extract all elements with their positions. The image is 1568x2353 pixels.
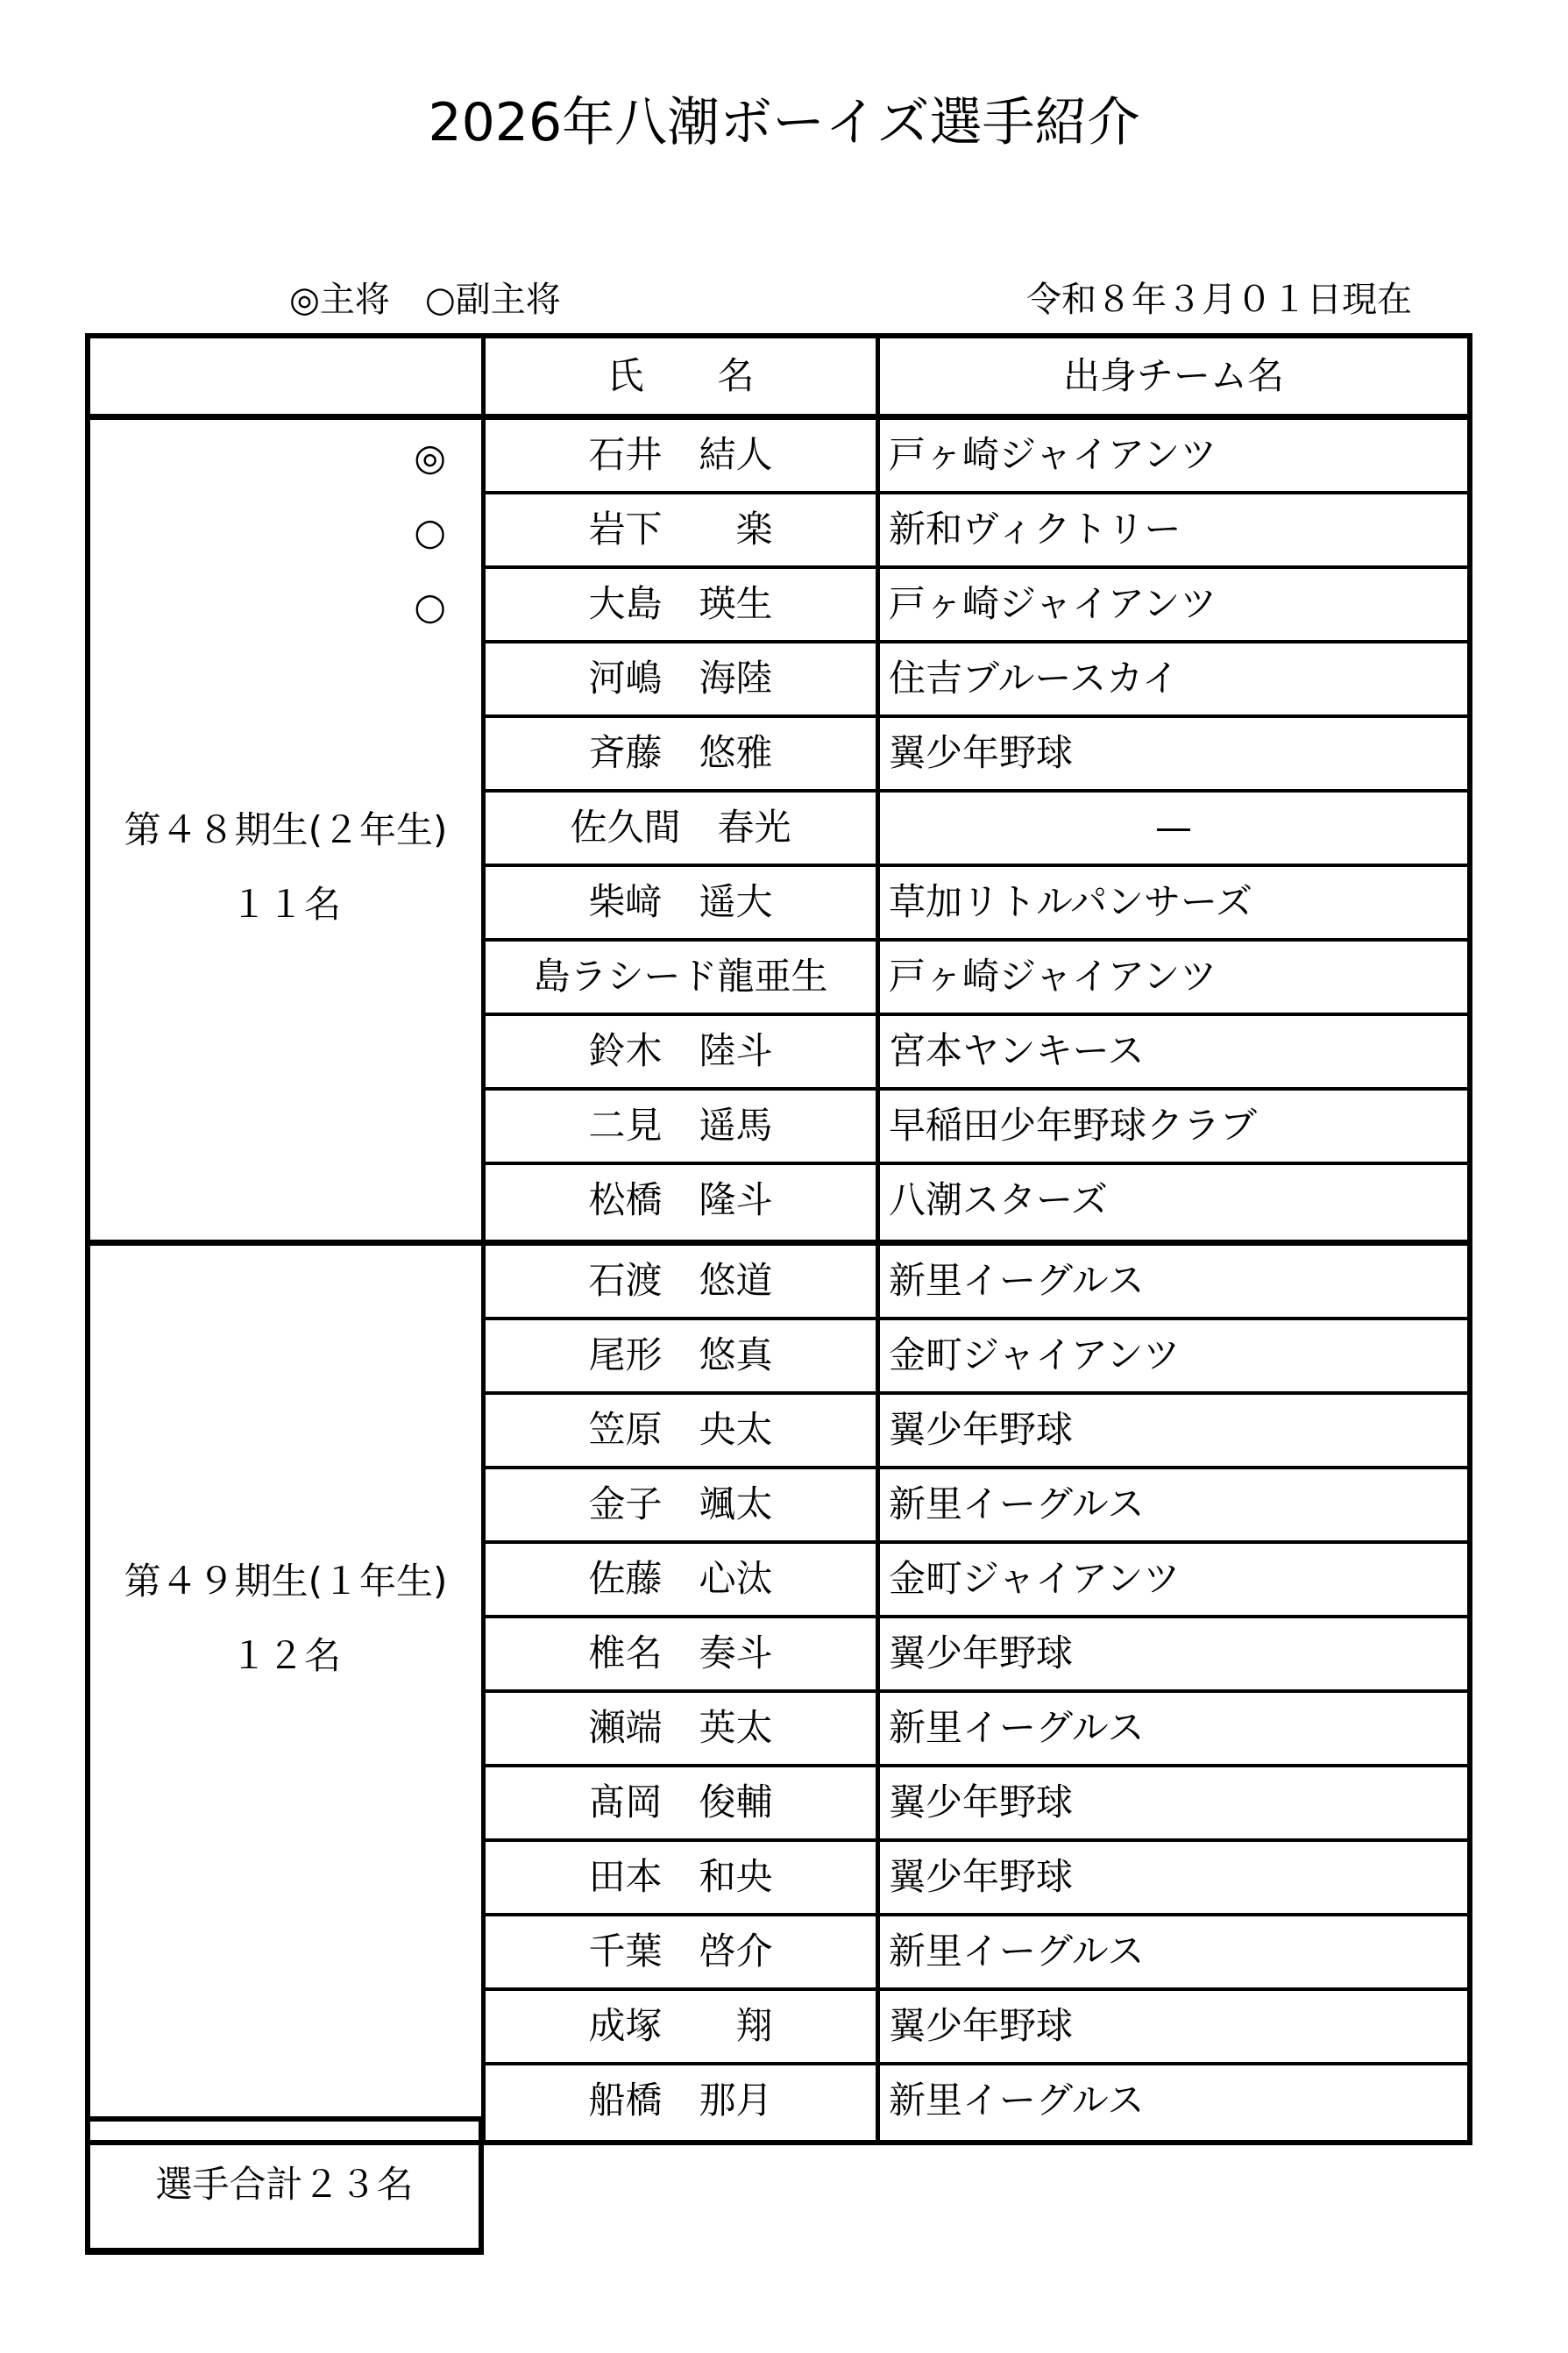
total-players: 選手合計２３名 [85,2116,484,2255]
cohort-count: １２名 [230,1634,341,1677]
player-name: 佐久間 春光 [486,793,880,864]
player-name: 斉藤 悠雅 [486,718,880,789]
table-row [486,1246,1467,1320]
table-row [486,643,1467,718]
player-team: — [1155,806,1192,849]
player-team: 新里イーグルス [889,1259,1145,1302]
player-name: 大島 瑛生 [486,569,880,640]
as-of-date: 令和８年３月０１日現在 [1026,280,1412,320]
player-name: 千葉 啓介 [486,1916,880,1987]
player-team: 早稲田少年野球クラブ [889,1104,1258,1147]
cohort-group [90,420,1467,1246]
cohort-label: 第４９期生(１年生) [124,1560,448,1603]
player-name: 石井 結人 [486,420,880,491]
player-name: 笠原 央太 [486,1395,880,1466]
header-name: 氏 名 [486,338,880,414]
table-row [486,1091,1467,1165]
player-team: 新里イーグルス [889,1930,1145,1973]
player-name: 船橋 那月 [486,2065,880,2140]
table-row [486,942,1467,1016]
player-team: 戸ヶ崎ジャイアンツ [889,582,1217,625]
player-team: 翼少年野球 [889,1781,1074,1823]
player-team: 金町ジャイアンツ [889,1557,1181,1600]
role-mark: ◎ [414,436,446,479]
legend-text: ◎主将 ○副主将 [289,280,561,320]
player-name: 岩下 楽 [486,494,880,565]
role-mark: ○ [414,510,446,553]
table-row [486,1916,1467,1991]
player-team: 新里イーグルス [889,2079,1145,2122]
table-row [486,494,1467,569]
player-name: 佐藤 心汰 [486,1544,880,1615]
player-name: 椎名 奏斗 [486,1618,880,1689]
player-name: 二見 遥馬 [486,1091,880,1162]
cohort-count: １１名 [230,883,341,926]
player-name: 石渡 悠道 [486,1246,880,1317]
table-row [486,1544,1467,1618]
player-name: 鈴木 陸斗 [486,1016,880,1087]
table-row [486,1320,1467,1395]
cohort-group [90,1246,1467,2140]
table-row [486,1693,1467,1767]
table-row [486,2065,1467,2140]
player-team: 戸ヶ崎ジャイアンツ [889,433,1217,476]
page-title: 2026年八潮ボーイズ選手紹介 [428,92,1140,153]
player-team: 翼少年野球 [889,1408,1074,1451]
table-row [486,1842,1467,1916]
table-header [90,338,1467,420]
player-name: 松橋 隆斗 [486,1165,880,1240]
player-team: 新里イーグルス [889,1482,1145,1525]
player-team: 翼少年野球 [889,1855,1074,1898]
table-row [486,867,1467,942]
table-row [486,1469,1467,1544]
table-row [486,569,1467,643]
table-row [486,793,1467,867]
table-row [486,718,1467,793]
player-name: 瀬端 英太 [486,1693,880,1764]
player-name: 成塚 翔 [486,1991,880,2062]
table-row [486,1991,1467,2065]
player-team: 宮本ヤンキース [889,1029,1145,1072]
player-team: 住吉ブルースカイ [889,657,1179,700]
player-name: 尾形 悠真 [486,1320,880,1391]
player-name: 河嶋 海陸 [486,643,880,714]
player-name: 髙岡 俊輔 [486,1767,880,1838]
player-team: 金町ジャイアンツ [889,1333,1181,1376]
player-team: 八潮スターズ [889,1178,1108,1221]
player-team: 翼少年野球 [889,1631,1074,1674]
player-name: 田本 和央 [486,1842,880,1913]
player-name: 金子 颯太 [486,1469,880,1540]
player-name: 島ラシード龍亜生 [486,942,880,1013]
table-row [486,420,1467,494]
player-team: 翼少年野球 [889,2004,1074,2047]
player-team: 翼少年野球 [889,731,1074,774]
player-team: 草加リトルパンサーズ [889,880,1252,923]
cohort-cell [90,420,486,1240]
table-row [486,1165,1467,1240]
table-row [486,1767,1467,1842]
cohort-label: 第４８期生(２年生) [124,808,448,851]
roster-table [85,333,1472,2145]
player-team: 新里イーグルス [889,1706,1145,1749]
table-row [486,1395,1467,1469]
cohort-cell [90,1246,486,2140]
header-team: 出身チーム名 [1062,354,1284,397]
role-mark: ○ [414,585,446,628]
header-cohort [90,338,486,414]
player-team: 戸ヶ崎ジャイアンツ [889,955,1217,998]
player-team: 新和ヴィクトリー [889,508,1181,551]
table-row [486,1618,1467,1693]
table-row [486,1016,1467,1091]
player-name: 柴﨑 遥大 [486,867,880,938]
